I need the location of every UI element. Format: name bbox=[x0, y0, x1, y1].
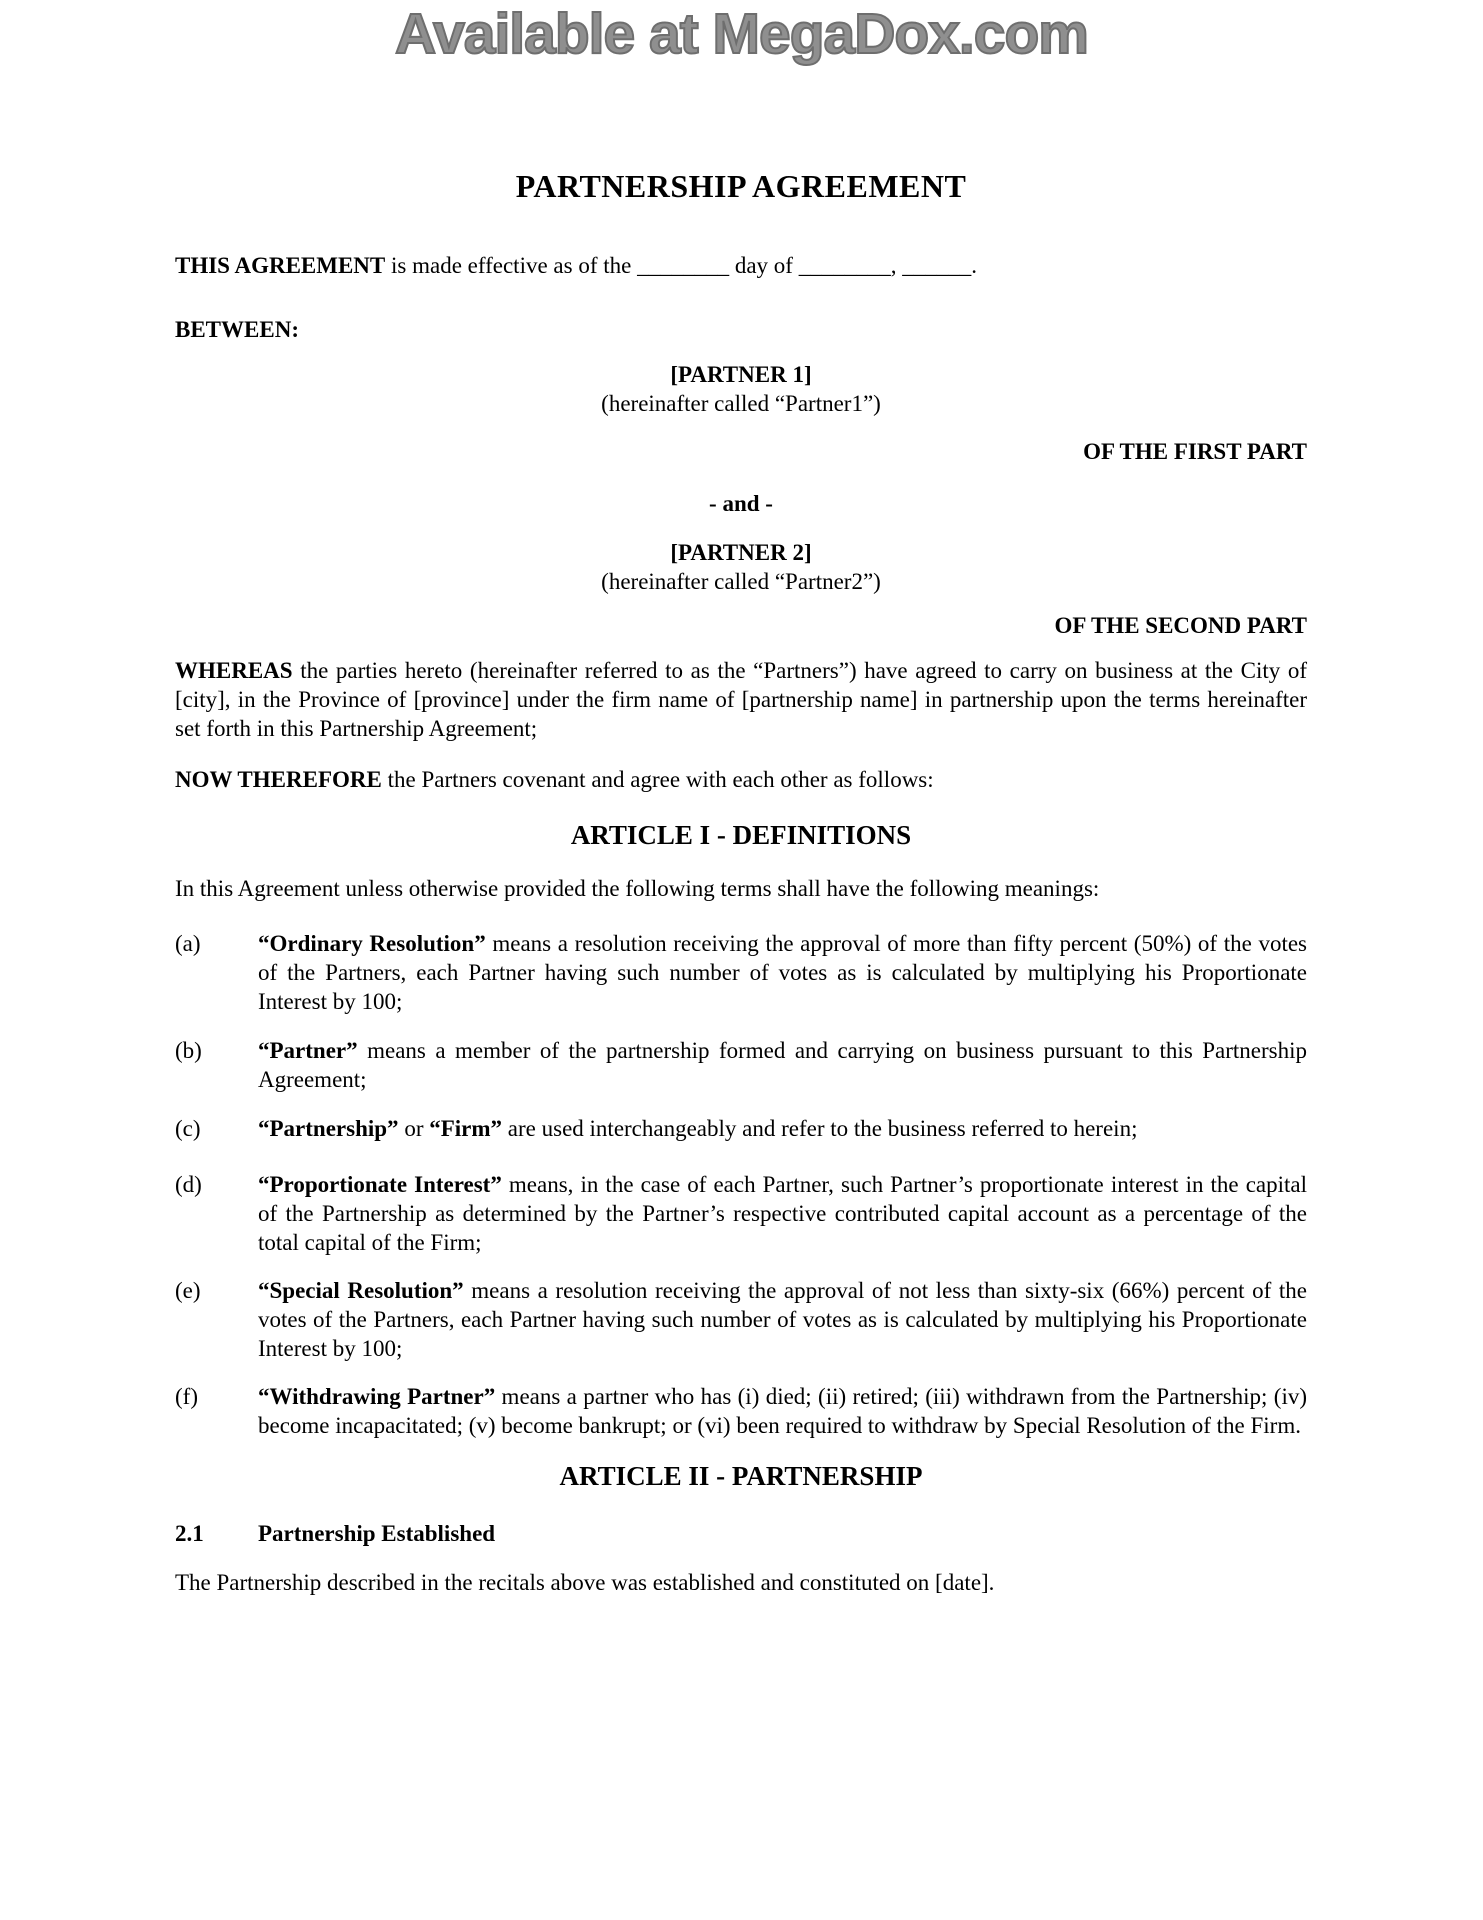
page-title: PARTNERSHIP AGREEMENT bbox=[515, 168, 967, 204]
first-part-label: OF THE FIRST PART bbox=[1083, 439, 1307, 464]
definition-item-a bbox=[175, 929, 1307, 1016]
definition-description: means a partner who has (i) died; (ii) retired; (iii) withdrawn from the Partnership; (iv) become incapacitated; (v) become bankrupt; or (vi) been required to withdraw by Special Resolution of the Firm. bbox=[258, 1384, 1308, 1438]
second-part-label: OF THE SECOND PART bbox=[1054, 613, 1307, 638]
definition-text bbox=[258, 1114, 1307, 1143]
megadox-watermark: Available at MegaDox.com bbox=[395, 2, 1088, 66]
party-1-block bbox=[175, 360, 1307, 418]
definition-text bbox=[258, 1170, 1307, 1257]
definition-label: (c) bbox=[175, 1116, 201, 1141]
and-separator: - and - bbox=[709, 491, 773, 516]
section-2-1-body: The Partnership described in the recitals above was established and constituted on [date]. bbox=[175, 1570, 995, 1595]
now-therefore-label: NOW THEREFORE bbox=[175, 767, 382, 792]
now-therefore-text: the Partners covenant and agree with each other as follows: bbox=[381, 767, 934, 792]
article-1-heading: ARTICLE I - DEFINITIONS bbox=[570, 820, 912, 850]
definition-text bbox=[258, 1276, 1307, 1363]
between-label: BETWEEN: bbox=[175, 317, 299, 342]
definition-text bbox=[258, 1382, 1307, 1440]
definition-label: (f) bbox=[175, 1384, 198, 1409]
defined-term: “Partner” bbox=[258, 1038, 358, 1063]
this-agreement-label: THIS AGREEMENT bbox=[175, 253, 386, 278]
definition-description: means, in the case of each Partner, such Partner’s proportionate interest in the capital of the Partnership as determined by the Partner’s respective contributed capital account as a percentage of the total capital of the Firm; bbox=[258, 1172, 1307, 1255]
defined-term: “Ordinary Resolution” bbox=[258, 931, 486, 956]
article-2-heading: ARTICLE II - PARTNERSHIP bbox=[559, 1461, 923, 1491]
definition-item-d bbox=[175, 1170, 1307, 1257]
section-title: Partnership Established bbox=[258, 1521, 496, 1546]
party-2-alias: (hereinafter called “Partner2”) bbox=[601, 569, 881, 594]
now-therefore-clause bbox=[175, 765, 1307, 794]
definition-text bbox=[258, 929, 1307, 1016]
defined-term: “Special Resolution” bbox=[258, 1278, 464, 1303]
definition-description: means a resolution receiving the approval of more than fifty percent (50%) of the votes of the Partners, each Partner having such number of votes as is calculated by multiplying his Proportionate Interest by 100; bbox=[258, 931, 1307, 1014]
definition-description: means a member of the partnership formed and carrying on business pursuant to this Partnership Agreement; bbox=[258, 1038, 1307, 1092]
definition-item-f bbox=[175, 1382, 1307, 1440]
definition-description: are used interchangeably and refer to the business referred to herein; bbox=[502, 1116, 1138, 1141]
definition-label: (d) bbox=[175, 1172, 202, 1197]
party-1-alias: (hereinafter called “Partner1”) bbox=[601, 391, 881, 416]
effective-date-clause bbox=[175, 251, 1307, 280]
definitions-intro: In this Agreement unless otherwise provided the following terms shall have the following meanings: bbox=[175, 876, 1100, 901]
definition-text bbox=[258, 1036, 1307, 1094]
whereas-label: WHEREAS bbox=[175, 658, 293, 683]
effective-date-text: is made effective as of the ________ day of ________, ______. bbox=[385, 253, 977, 278]
party-2-block bbox=[175, 538, 1307, 596]
definition-item-e bbox=[175, 1276, 1307, 1363]
defined-term: “Withdrawing Partner” bbox=[258, 1384, 496, 1409]
definition-label: (a) bbox=[175, 931, 201, 956]
defined-term: “Partnership” bbox=[258, 1116, 399, 1141]
defined-term-2: “Firm” bbox=[429, 1116, 503, 1141]
whereas-text: the parties hereto (hereinafter referred to as the “Partners”) have agreed to carry on business at the City of [city], in the Province of [province] under the firm name of [partnership name] in partnership upon the terms hereinafter set forth in this Partnership Agreement; bbox=[175, 658, 1307, 741]
definition-label: (e) bbox=[175, 1278, 201, 1303]
definition-label: (b) bbox=[175, 1038, 202, 1063]
section-number: 2.1 bbox=[175, 1521, 204, 1546]
defined-term: “Proportionate Interest” bbox=[258, 1172, 502, 1197]
definition-description: means a resolution receiving the approval of not less than sixty-six (66%) percent of the votes of the Partners, each Partner having such number of votes as is calculated by multiplying his Proportionate Interest by 100; bbox=[258, 1278, 1307, 1361]
party-1-name: [PARTNER 1] bbox=[670, 362, 812, 387]
whereas-clause bbox=[175, 656, 1307, 743]
definition-item-c bbox=[175, 1114, 1307, 1143]
definition-item-b bbox=[175, 1036, 1307, 1094]
party-2-name: [PARTNER 2] bbox=[670, 540, 812, 565]
section-2-1-heading bbox=[175, 1519, 1307, 1548]
term-connector: or bbox=[398, 1116, 430, 1141]
